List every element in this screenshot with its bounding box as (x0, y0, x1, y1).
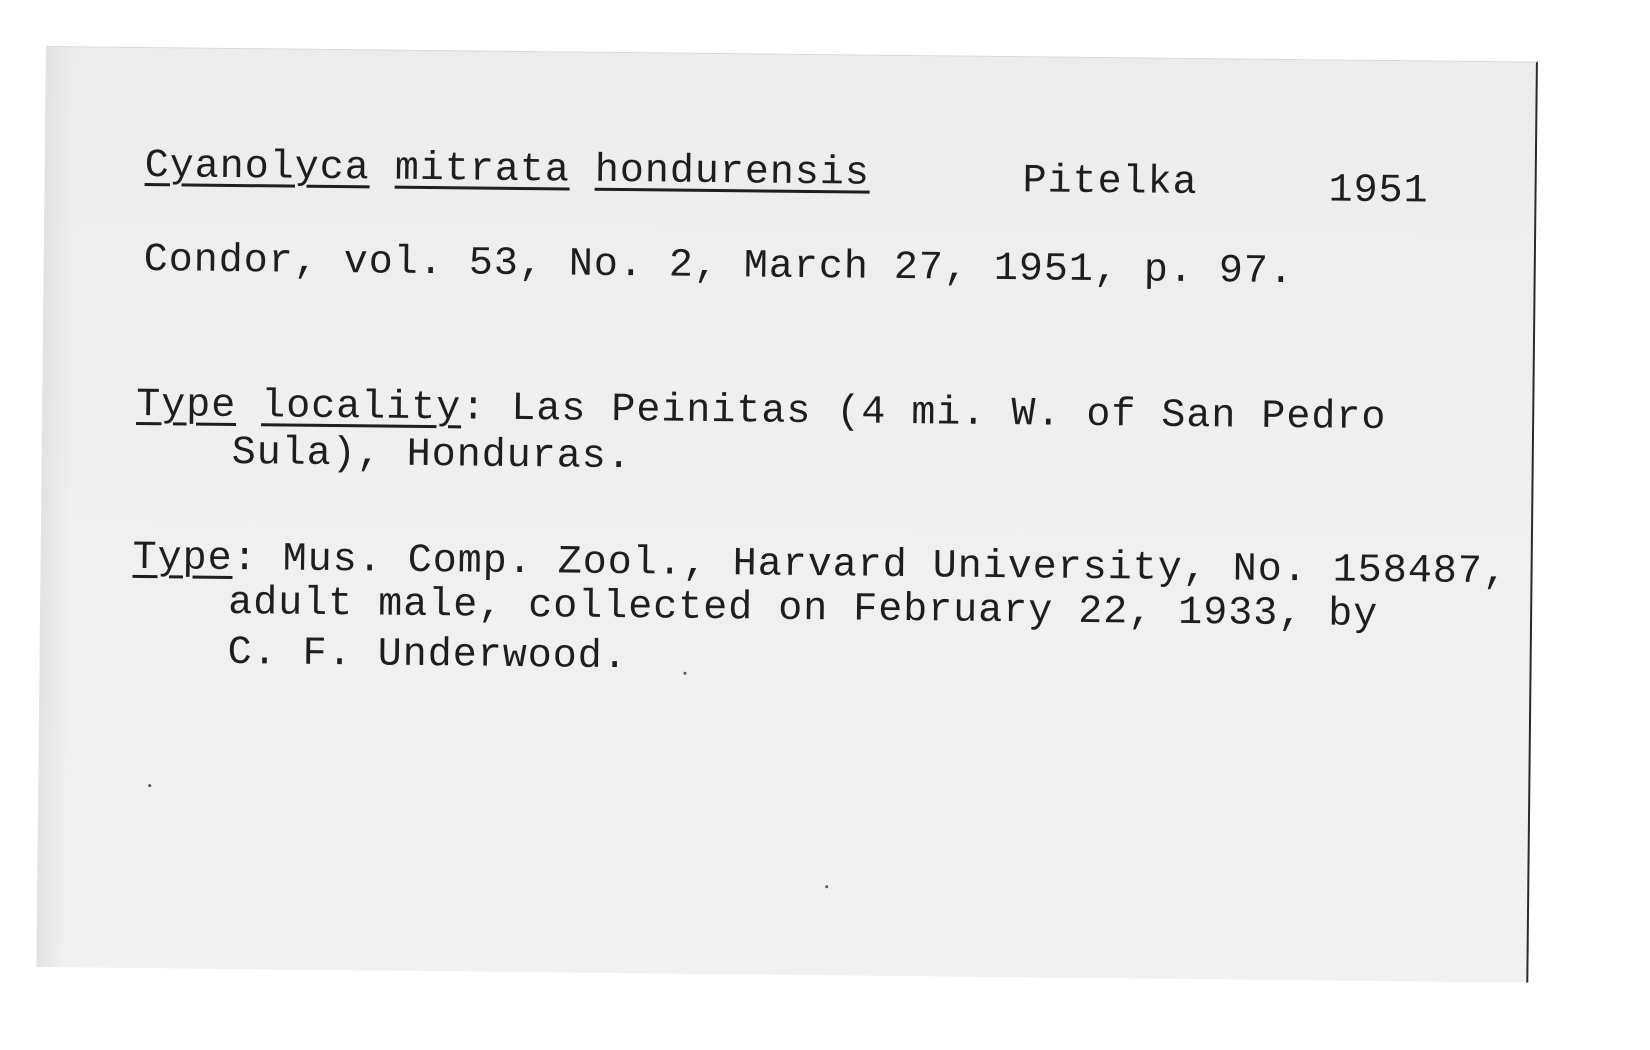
type-text1: Mus. Comp. Zool., Harvard University, No. 158487, (282, 537, 1509, 596)
subspecies: hondurensis (594, 148, 871, 197)
year: 1951 (1328, 168, 1429, 215)
index-card (36, 46, 1538, 983)
type-colon: : (232, 536, 258, 583)
type-locality-label-locality: locality (261, 384, 462, 432)
type-line3: C. F. Underwood. (227, 630, 628, 681)
species: mitrata (394, 146, 571, 194)
genus: Cyanolyca (144, 144, 371, 192)
type-locality-text1: Las Peinitas (4 mi. W. of San Pedro (511, 386, 1387, 442)
type-label: Type (132, 535, 233, 582)
type-line2: adult male, collected on February 22, 1933, by (227, 580, 1379, 638)
type-locality-label-type: Type (136, 382, 237, 430)
paper-speck (825, 885, 828, 888)
type-locality-line2: Sula), Honduras. (231, 430, 633, 481)
card-edge-shadow (36, 47, 76, 967)
author: Pitelka (1022, 159, 1198, 207)
taxon-name (145, 144, 871, 197)
type-locality-colon: : (461, 386, 487, 432)
paper-speck (148, 784, 151, 787)
citation: Condor, vol. 53, No. 2, March 27, 1951, p. 97. (143, 238, 1295, 296)
paper-speck (683, 672, 686, 675)
